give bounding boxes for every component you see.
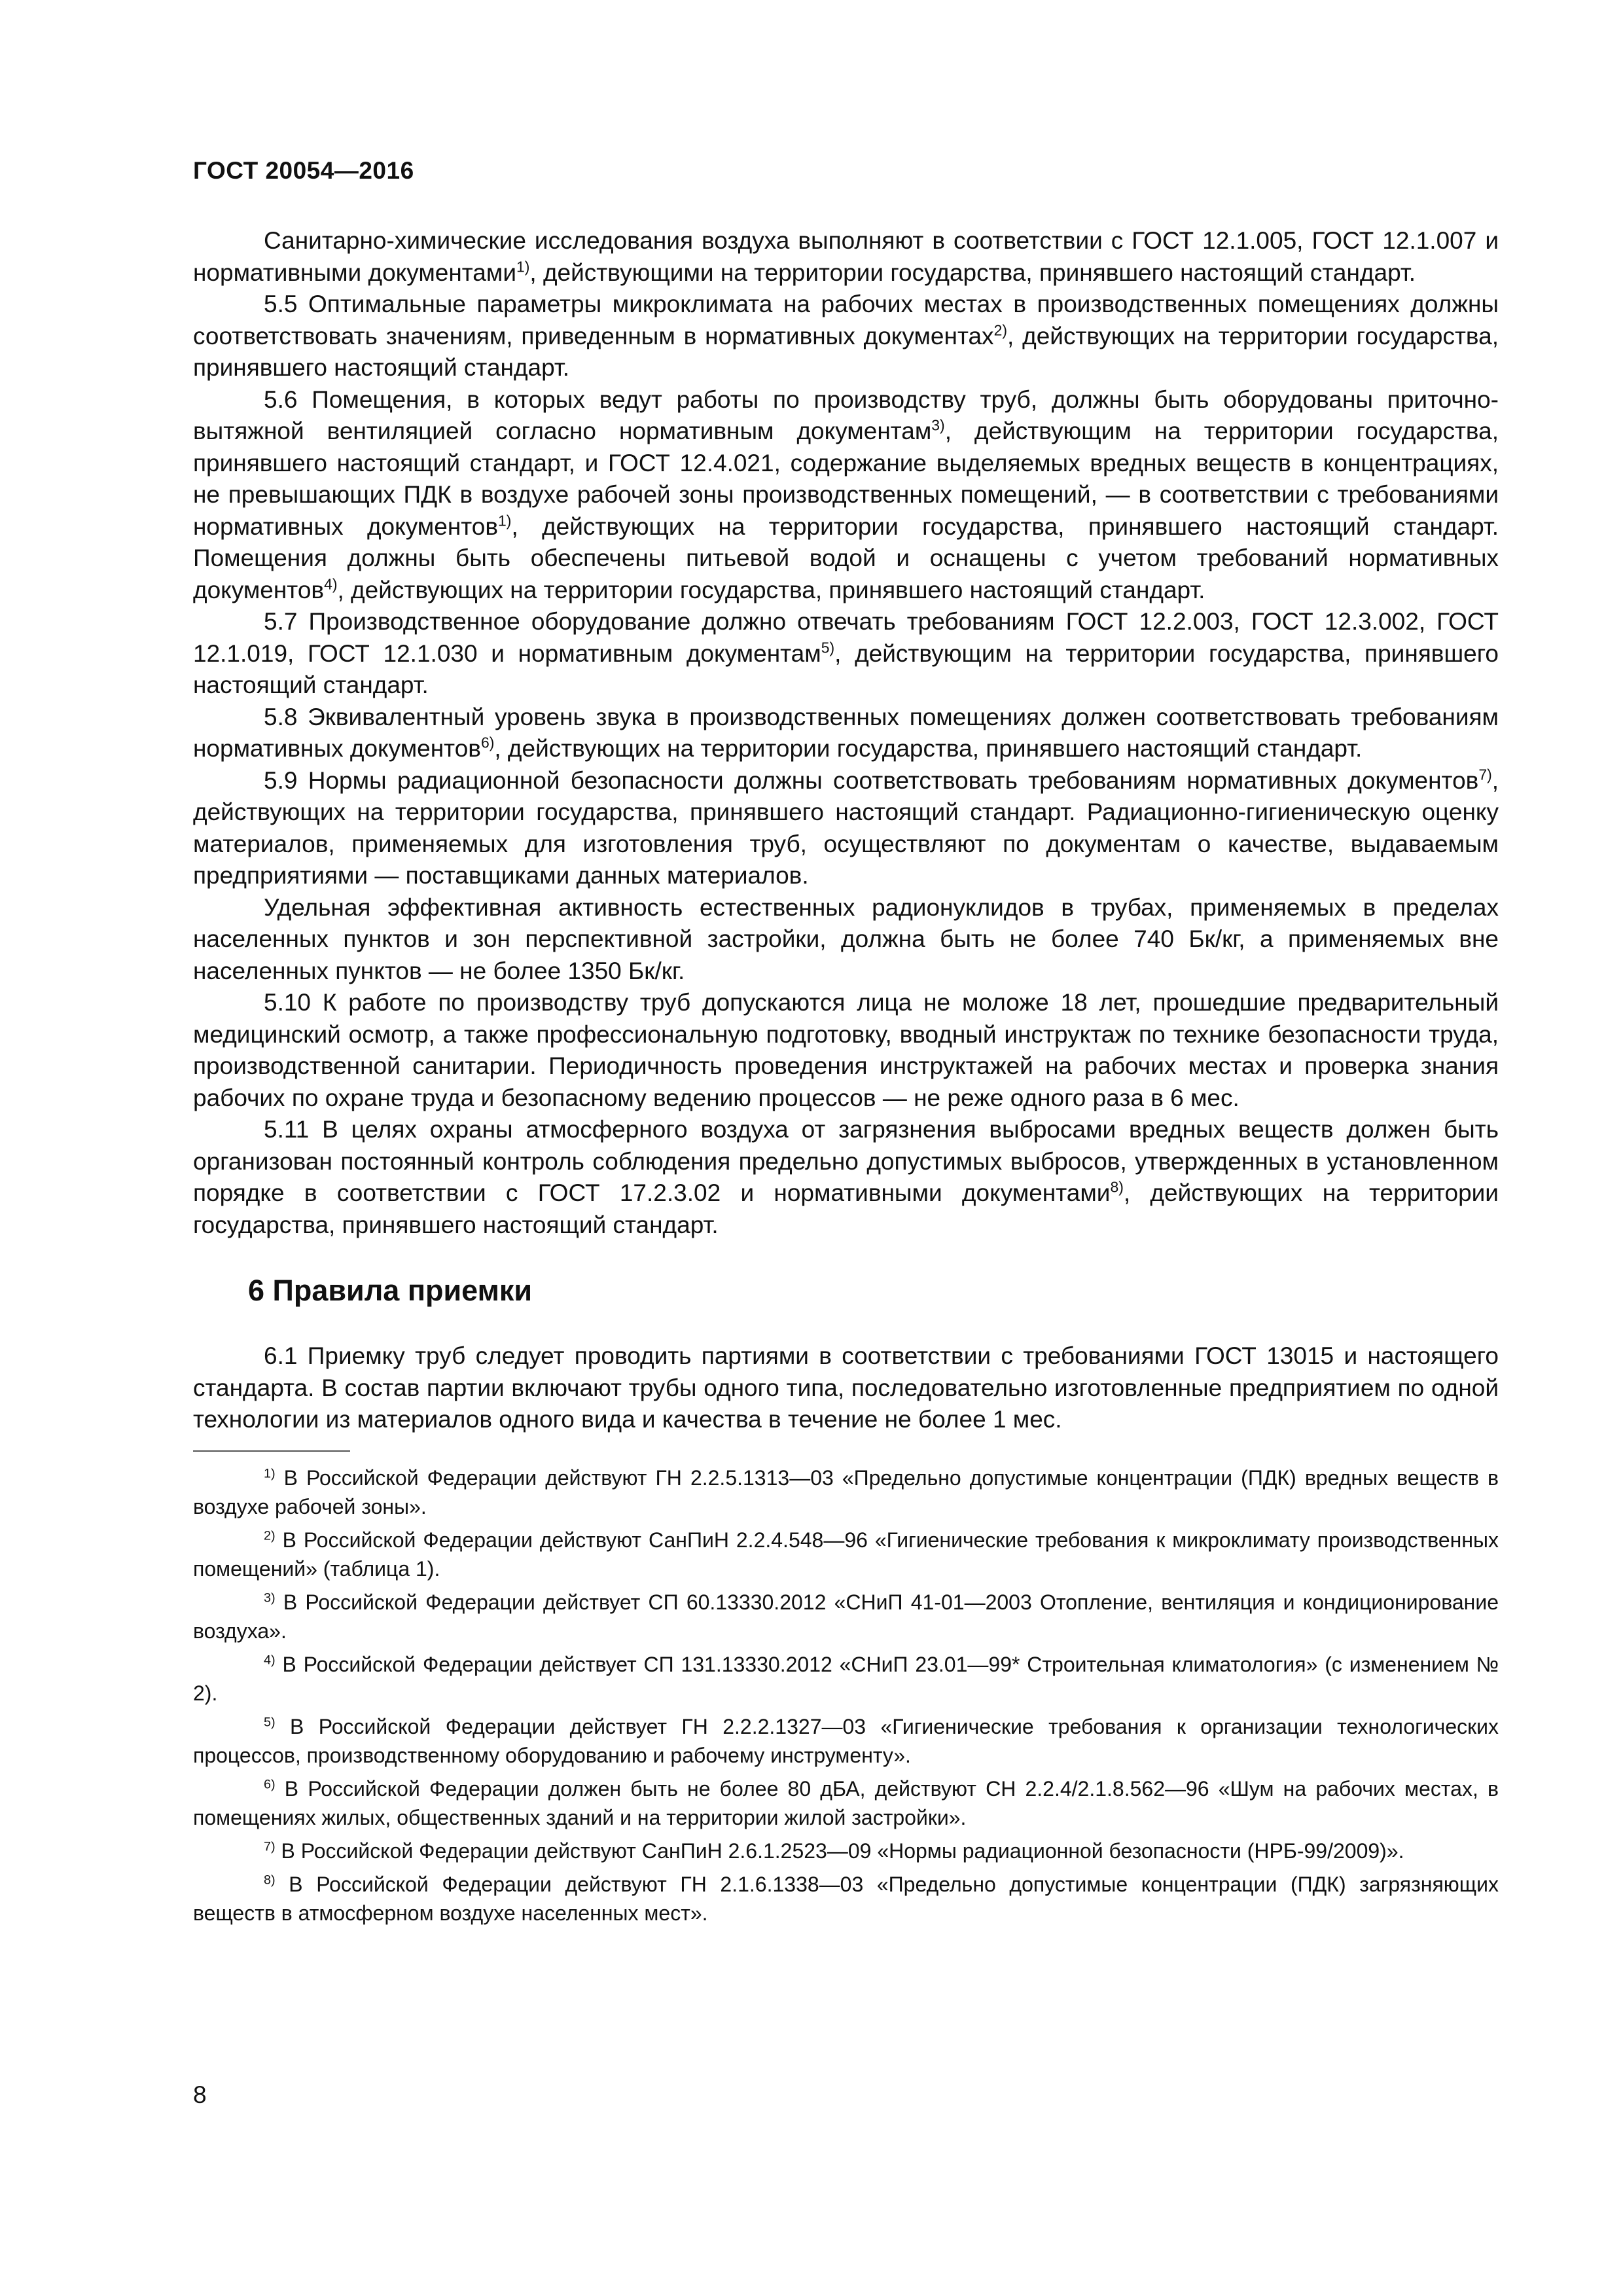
paragraph-5-7: 5.7 Производственное оборудование должно отвечать требованиям ГОСТ 12.2.003, ГОСТ 12.3.002, ГОСТ 12.1.019, ГОСТ 12.1.030 и нормативным документам$^{5)}$, действующим на территории государства, принявшего настоящий стандарт. [193,608,1499,698]
footnote-divider [193,1450,350,1452]
footnote-mark: 3) [264,1590,276,1605]
footnotes [193,1463,1499,1928]
document-header: ГОСТ 20054—2016 [193,157,414,184]
footnote: $^{2)}$ В Российской Федерации действуют СанПиН 2.2.4.548—96 «Гигиенические требования к микроклимату производственных помещений» (таблица 1). [193,1528,1499,1581]
footnote: $^{4)}$ В Российской Федерации действует СП 131.13330.2012 «СНиП 23.01—99* Строительная климатология» (с изменением № 2). [193,1652,1499,1705]
footnote-ref[interactable]: 3) [931,416,945,434]
page-number: 8 [193,2081,207,2108]
footnote: $^{6)}$ В Российской Федерации должен быть не более 80 дБА, действуют СН 2.2.4/2.1.8.562—96 «Шум на рабочих местах, в помещениях жилых, общественных зданий и на территории жилой застройки». [193,1776,1499,1829]
footnote-ref[interactable]: 2) [993,321,1007,339]
paragraph-intro: Санитарно-химические исследования воздуха выполняют в соответствии с ГОСТ 12.1.005, ГОСТ 12.1.007 и нормативными документами$^{1)}$, действующими на территории государства, принявшего настоящий стандарт. [193,227,1499,286]
footnote-ref[interactable]: 7) [1478,766,1492,783]
footnote-mark: 8) [264,1872,276,1887]
paragraph-5-9: 5.9 Нормы радиационной безопасности должны соответствовать требованиям нормативных документов$^{7)}$, действующих на территории государства, принявшего настоящий стандарт. Радиационно-гигиеническую оценку материалов, применяемых для изготовления труб, осуществляют по документам о качестве, выдаваемым предприятиями — поставщиками данных материалов. [193,766,1499,889]
footnote-mark: 1) [264,1465,276,1480]
footnote-mark: 2) [264,1528,276,1543]
paragraph-6-1: 6.1 Приемку труб следует проводить партиями в соответствии с требованиями ГОСТ 13015 и настоящего стандарта. В состав партии включают трубы одного типа, последовательно изготовленные предприятием по одной технологии из материалов одного вида и качества в течение не более 1 мес. [193,1342,1499,1433]
footnote-mark: 7) [264,1839,276,1854]
footnote: $^{7)}$ В Российской Федерации действуют СанПиН 2.6.1.2523—09 «Нормы радиационной безопасности (НРБ-99/2009)». [264,1839,1404,1863]
footnote-ref[interactable]: 1) [498,512,512,529]
document-page [193,157,1499,1932]
footnote: $^{1)}$ В Российской Федерации действуют ГН 2.2.5.1313—03 «Предельно допустимые концентрации (ПДК) вредных веществ в воздухе рабочей зоны». [193,1465,1499,1518]
paragraph-radionuclides: Удельная эффективная активность естественных радионуклидов в трубах, применяемых в пределах населенных пунктов и зон перспективной застройки, должна быть не более 740 Бк/кг, а применяемых вне населенных пунктов — не более 1350 Бк/кг. [193,893,1499,984]
footnote-mark: 4) [264,1652,276,1667]
footnote-ref[interactable]: 1) [516,258,530,276]
paragraph-5-8: 5.8 Эквивалентный уровень звука в производственных помещениях должен соответствовать требованиям нормативных документов$^{6)}$, действующих на территории государства, принявшего настоящий стандарт. [193,703,1499,762]
footnote-ref[interactable]: 4) [324,575,338,593]
paragraph-5-5: 5.5 Оптимальные параметры микроклимата на рабочих местах в производственных помещениях должны соответствовать значениям, приведенным в нормативных документах$^{2)}$, действующих на территории государства, принявшего настоящий стандарт. [193,291,1499,381]
footnote-ref[interactable]: 6) [480,734,495,751]
footnote-ref[interactable]: 5) [821,639,835,656]
paragraph-5-10: 5.10 К работе по производству труб допускаются лица не моложе 18 лет, прошедшие предварительный медицинский осмотр, а также профессиональную подготовку, вводный инструктаж по технике безопасности труда, производственной санитарии. Периодичность проведения инструктажей на рабочих местах и проверка знания рабочих по охране труда и безопасному ведению процессов — не реже одного раза в 6 мес. [193,989,1499,1111]
section-title: 6 Правила приемки [248,1274,533,1307]
footnote: $^{5)}$ В Российской Федерации действует ГН 2.2.2.1327—03 «Гигиенические требования к организации технологических процессов, производственному оборудованию и рабочему инструменту». [193,1714,1499,1767]
paragraph-5-11: 5.11 В целях охраны атмосферного воздуха от загрязнения выбросами вредных веществ должен быть организован постоянный контроль соблюдения предельно допустимых выбросов, утвержденных в установленном порядке в соответствии с ГОСТ 17.2.3.02 и нормативными документами$^{8)}$, действующих на территории государства, принявшего настоящий стандарт. [193,1116,1499,1238]
footnote-mark: 6) [264,1776,276,1791]
footnote-mark: 5) [264,1714,276,1729]
footnote-ref[interactable]: 8) [1110,1178,1124,1196]
body-text [193,225,1499,1241]
paragraph-5-6: 5.6 Помещения, в которых ведут работы по производству труб, должны быть оборудованы приточно-вытяжной вентиляцией согласно нормативным документам$^{3)}$, действующим на территории государства, принявшего настоящий стандарт, и ГОСТ 12.4.021, содержание выделяемых вредных веществ в концентрациях, не превышающих ПДК в воздухе рабочей зоны производственных помещений, — в соответствии с требованиями нормативных документов$^{1)}$, действующих на территории государства, принявшего настоящий стандарт. Помещения должны быть обеспечены питьевой водой и оснащены с учетом требований нормативных документов$^{4)}$, действующих на территории государства, принявшего настоящий стандарт. [193,386,1499,603]
footnote: $^{8)}$ В Российской Федерации действуют ГН 2.1.6.1338—03 «Предельно допустимые концентрации (ПДК) загрязняющих веществ в атмосферном воздухе населенных мест». [193,1872,1499,1925]
footnote: $^{3)}$ В Российской Федерации действует СП 60.13330.2012 «СНиП 41-01—2003 Отопление, вентиляция и кондиционирование воздуха». [193,1590,1499,1643]
